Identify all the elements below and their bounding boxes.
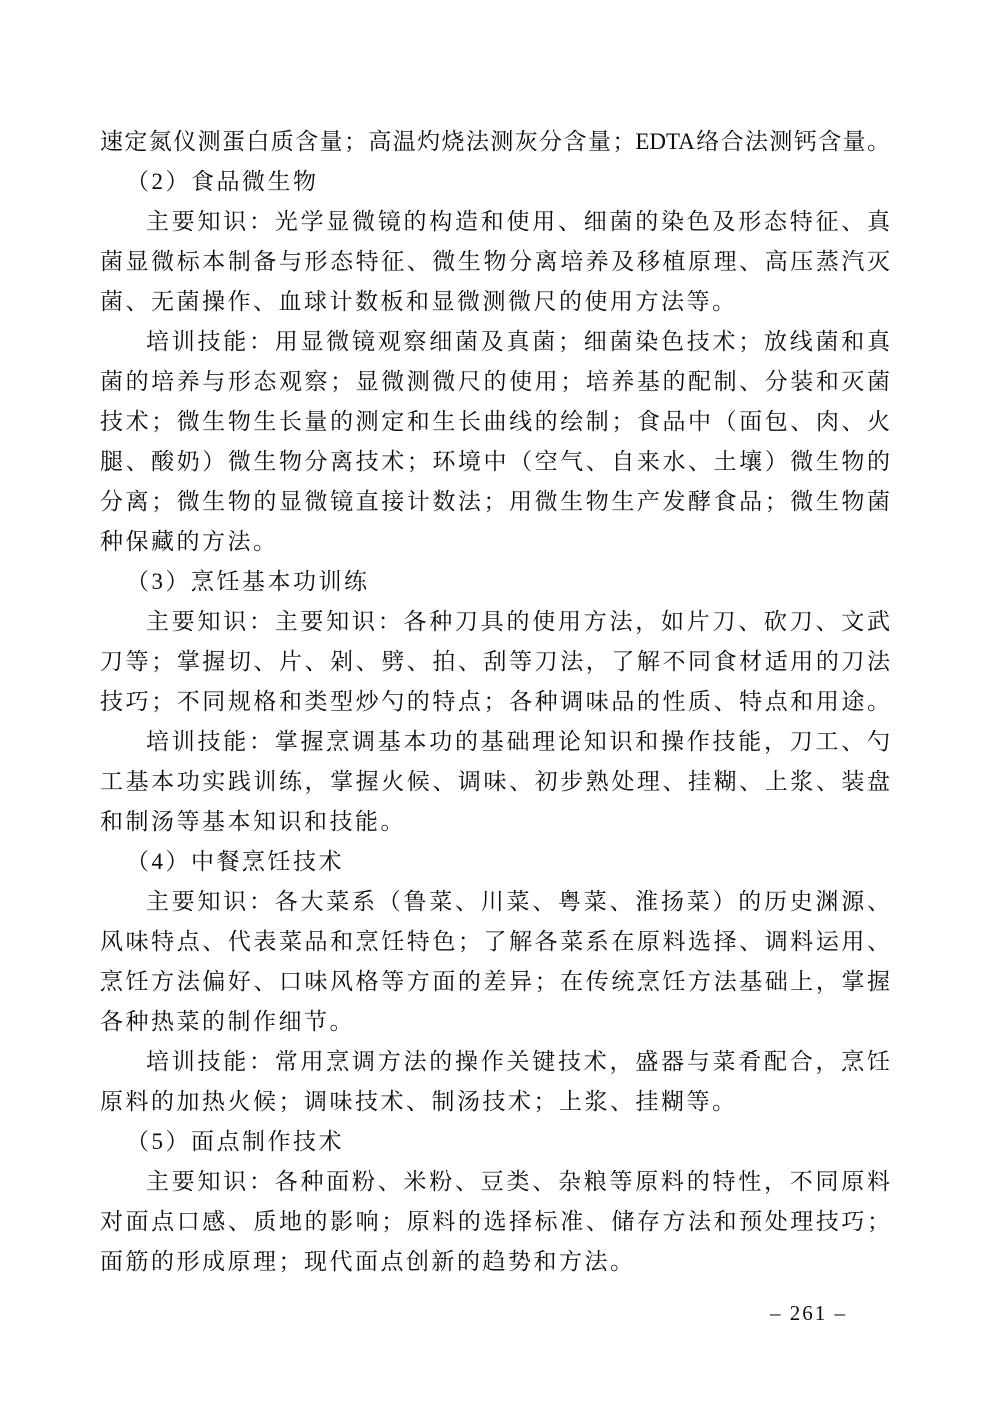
text-line: 各种热菜的制作细节。 bbox=[100, 1009, 355, 1034]
text-line: 原料的加热火候；调味技术、制汤技术；上浆、挂糊等。 bbox=[100, 1089, 738, 1114]
text-line: 刀等；掌握切、片、剁、劈、拍、刮等刀法，了解不同食材适用的刀法 bbox=[100, 649, 890, 674]
page-number: – 261 – bbox=[770, 1301, 847, 1325]
text-line: （3）烹饪基本功训练 bbox=[126, 569, 370, 594]
text-line: 主要知识：光学显微镜的构造和使用、细菌的染色及形态特征、真 bbox=[146, 209, 890, 234]
text-line: 培训技能：掌握烹调基本功的基础理论知识和操作技能，刀工、勺 bbox=[146, 729, 890, 754]
text-line: 对面点口感、质地的影响；原料的选择标准、储存方法和预处理技巧； bbox=[100, 1209, 890, 1234]
text-line: （5）面点制作技术 bbox=[126, 1129, 344, 1154]
text-line: 主要知识：各种面粉、米粉、豆类、杂粮等原料的特性，不同原料 bbox=[146, 1169, 890, 1194]
text-line: （4）中餐烹饪技术 bbox=[126, 849, 344, 874]
text-line: 烹饪方法偏好、口味风格等方面的差异；在传统烹饪方法基础上，掌握 bbox=[100, 969, 890, 994]
text-line: 工基本功实践训练，掌握火候、调味、初步熟处理、挂糊、上浆、装盘 bbox=[100, 769, 890, 794]
text-line: 种保藏的方法。 bbox=[100, 529, 279, 554]
text-line: 菌、无菌操作、血球计数板和显微测微尺的使用方法等。 bbox=[100, 289, 738, 314]
text-line: 腿、酸奶）微生物分离技术；环境中（空气、自来水、土壤）微生物的 bbox=[100, 449, 890, 474]
text-line: 面筋的形成原理；现代面点创新的趋势和方法。 bbox=[100, 1249, 636, 1274]
text-line: 和制汤等基本知识和技能。 bbox=[100, 809, 406, 834]
text-line: 速定氮仪测蛋白质含量；高温灼烧法测灰分含量；EDTA络合法测钙含量。 bbox=[100, 129, 890, 154]
text-line: 培训技能：用显微镜观察细菌及真菌；细菌染色技术；放线菌和真 bbox=[146, 329, 890, 354]
text-line: 分离；微生物的显微镜直接计数法；用微生物生产发酵食品；微生物菌 bbox=[100, 489, 890, 514]
text-line: 菌显微标本制备与形态特征、微生物分离培养及移植原理、高压蒸汽灭 bbox=[100, 249, 890, 274]
text-line: 菌的培养与形态观察；显微测微尺的使用；培养基的配制、分装和灭菌 bbox=[100, 369, 890, 394]
text-line: 技巧；不同规格和类型炒勺的特点；各种调味品的性质、特点和用途。 bbox=[100, 689, 890, 714]
text-line: 主要知识：各大菜系（鲁菜、川菜、粤菜、淮扬菜）的历史渊源、 bbox=[146, 889, 890, 914]
text-line: 风味特点、代表菜品和烹饪特色；了解各菜系在原料选择、调料运用、 bbox=[100, 929, 890, 954]
document-body bbox=[100, 122, 890, 1282]
text-line: （2）食品微生物 bbox=[126, 169, 319, 194]
text-line: 培训技能：常用烹调方法的操作关键技术，盛器与菜肴配合，烹饪 bbox=[146, 1049, 890, 1074]
text-line: 主要知识：主要知识：各种刀具的使用方法，如片刀、砍刀、文武 bbox=[146, 609, 890, 634]
text-line: 技术；微生物生长量的测定和生长曲线的绘制；食品中（面包、肉、火 bbox=[100, 409, 890, 434]
